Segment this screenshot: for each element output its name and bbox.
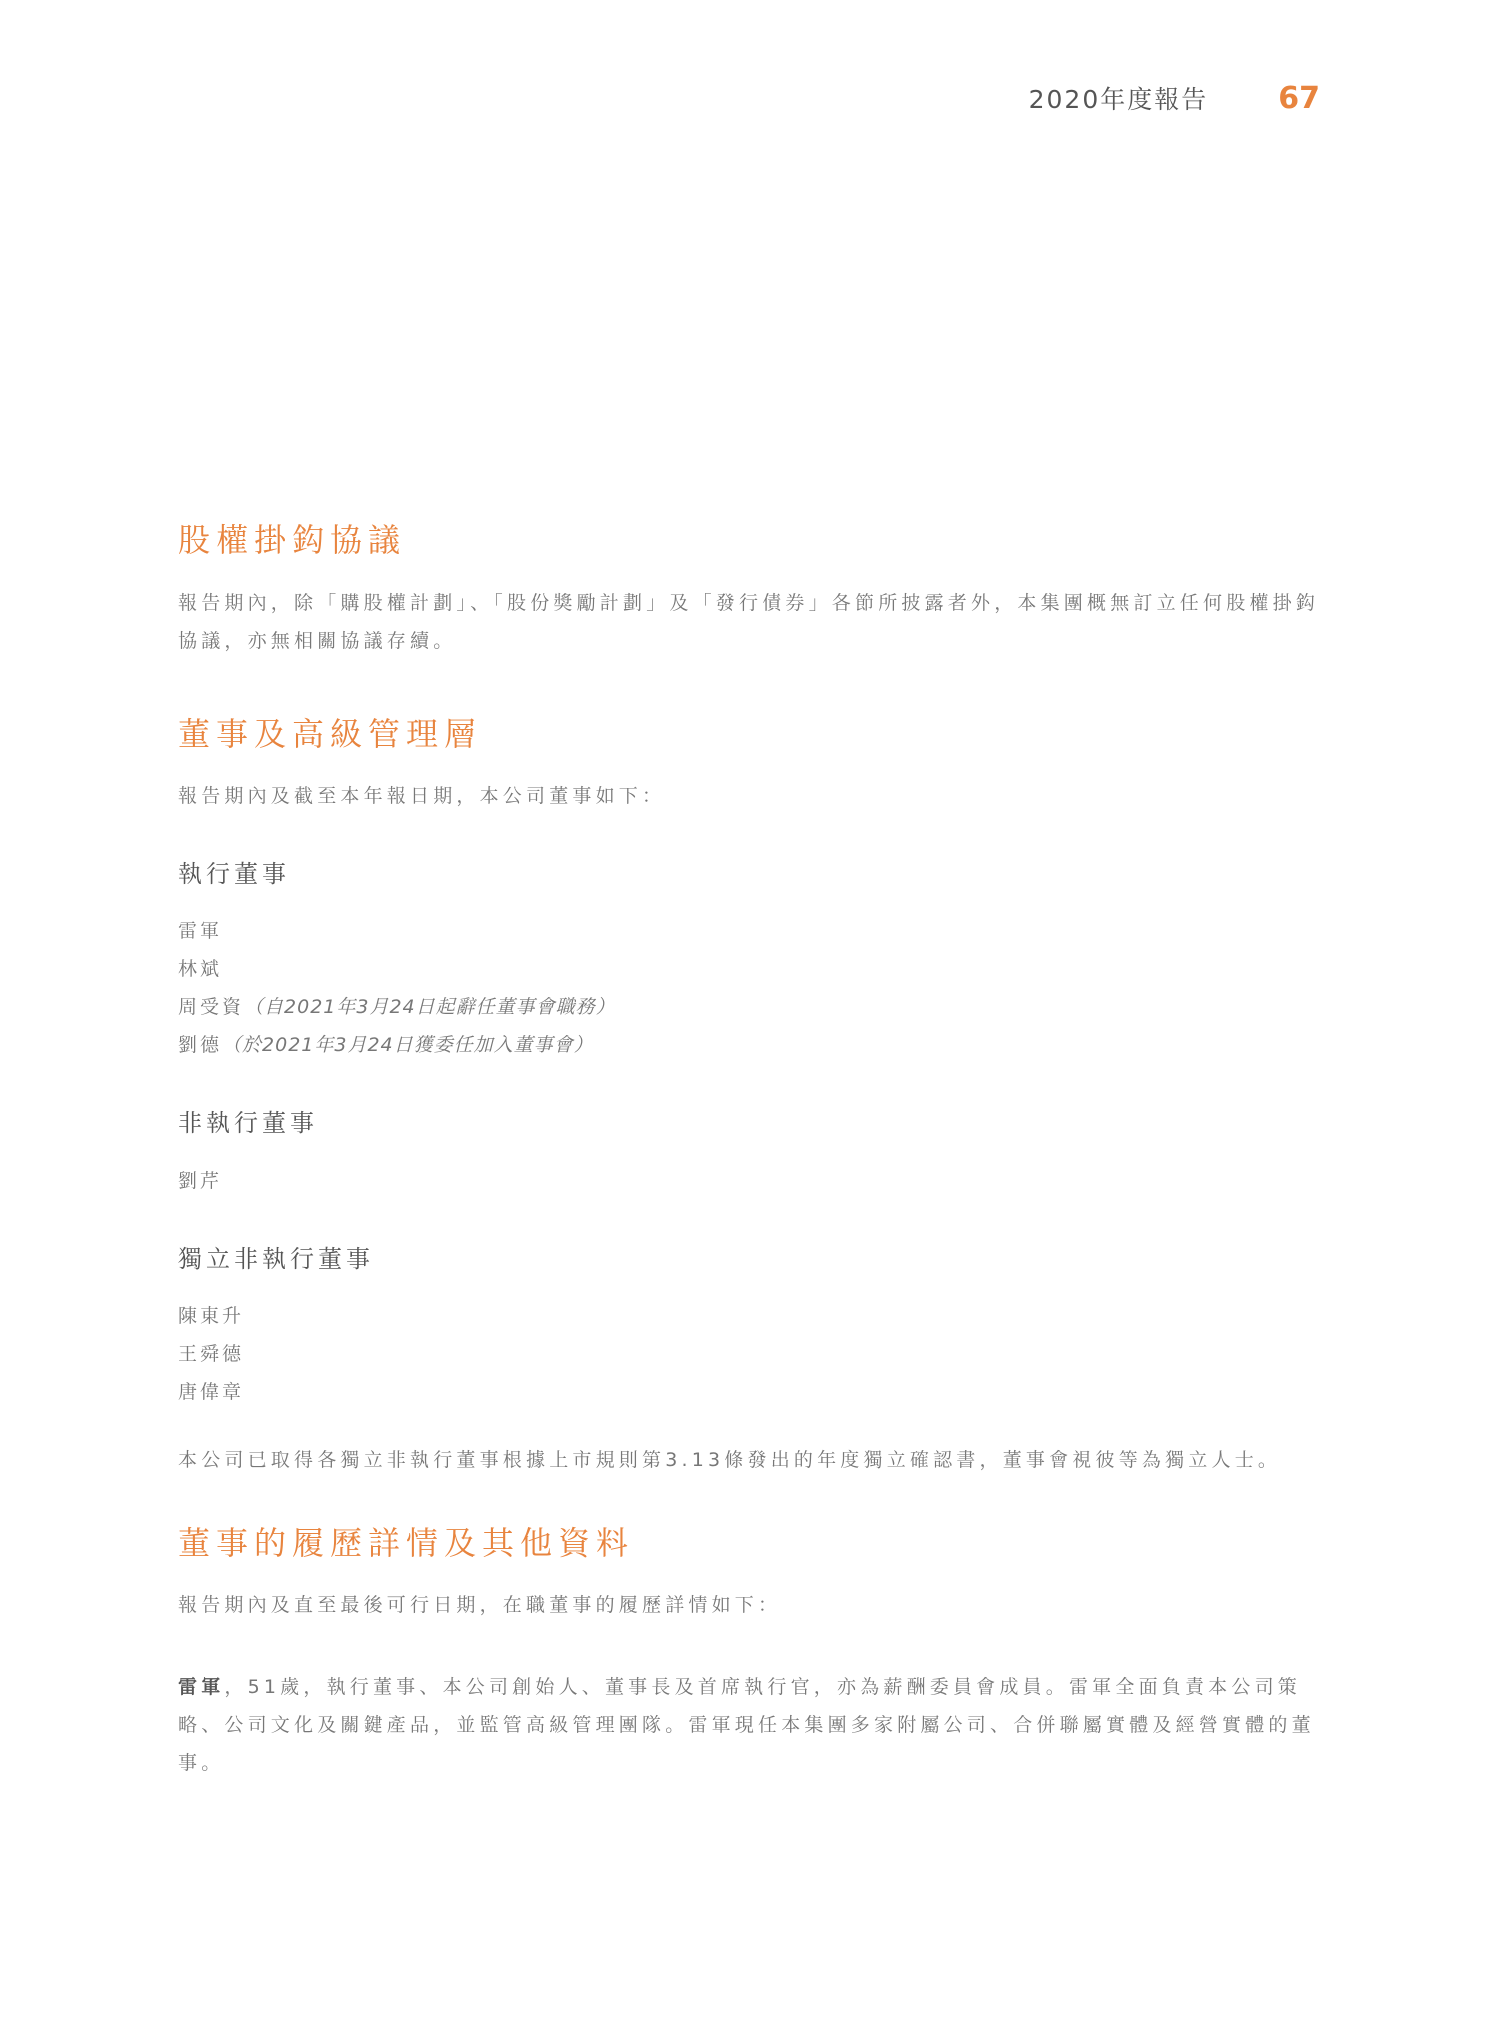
page-number: 67 xyxy=(1278,81,1320,116)
independence-confirmation: 本公司已取得各獨立非執行董事根據上市規則第3.13條發出的年度獨立確認書，董事會視彼等為獨立人士。 xyxy=(178,1448,1282,1471)
main-content xyxy=(178,520,1323,1782)
director-name-with-note xyxy=(178,988,1323,1026)
page-header xyxy=(1029,80,1320,116)
section-title-equity: 股權掛鈎協議 xyxy=(178,521,407,559)
biography-text: ，51歲，執行董事、本公司創始人、董事長及首席執行官，亦為薪酬委員會成員。雷軍全面負責本公司策略、公司文化及關鍵產品，並監管高級管理團隊。雷軍現任本集團多家附屬公司、合併聯屬實體及經營實體的董事。 xyxy=(178,1676,1315,1775)
director-name: 劉德 xyxy=(178,1034,223,1057)
executive-directors-list xyxy=(178,912,1323,1064)
biographies-intro: 報告期內及直至最後可行日期，在職董事的履歷詳情如下： xyxy=(178,1594,782,1617)
director-name: 王舜德 xyxy=(178,1342,245,1365)
biography-lei-jun xyxy=(178,1668,1323,1782)
non-executive-directors-heading: 非執行董事 xyxy=(178,1109,318,1138)
executive-directors-heading: 執行董事 xyxy=(178,860,290,889)
director-name: 唐偉章 xyxy=(178,1380,245,1403)
equity-body: 報告期內，除「購股權計劃」、「股份獎勵計劃」及「發行債券」各節所披露者外，本集團概無訂立任何股權掛鈎協議，亦無相關協議存續。 xyxy=(178,591,1320,652)
non-executive-directors-list xyxy=(178,1162,1323,1200)
section-title-biographies: 董事的履歷詳情及其他資料 xyxy=(178,1523,635,1562)
director-note: （自2021年3月24日起辭任董事會職務） xyxy=(244,996,616,1019)
director-name: 林斌 xyxy=(178,958,223,981)
director-name: 劉芹 xyxy=(178,1169,223,1192)
report-title: 2020年度報告 xyxy=(1028,85,1209,114)
director-name: 雷軍 xyxy=(178,920,223,943)
director-note: （於2021年3月24日獲委任加入董事會） xyxy=(222,1034,594,1057)
section-title-directors: 董事及高級管理層 xyxy=(178,714,483,753)
independent-directors-list xyxy=(178,1297,1323,1411)
director-name-with-note xyxy=(178,1026,1323,1064)
director-name: 周受資 xyxy=(178,996,245,1019)
biography-name: 雷軍 xyxy=(178,1676,225,1699)
director-name: 陳東升 xyxy=(178,1304,245,1327)
directors-intro: 報告期內及截至本年報日期，本公司董事如下： xyxy=(178,785,666,808)
independent-directors-heading: 獨立非執行董事 xyxy=(178,1244,374,1273)
